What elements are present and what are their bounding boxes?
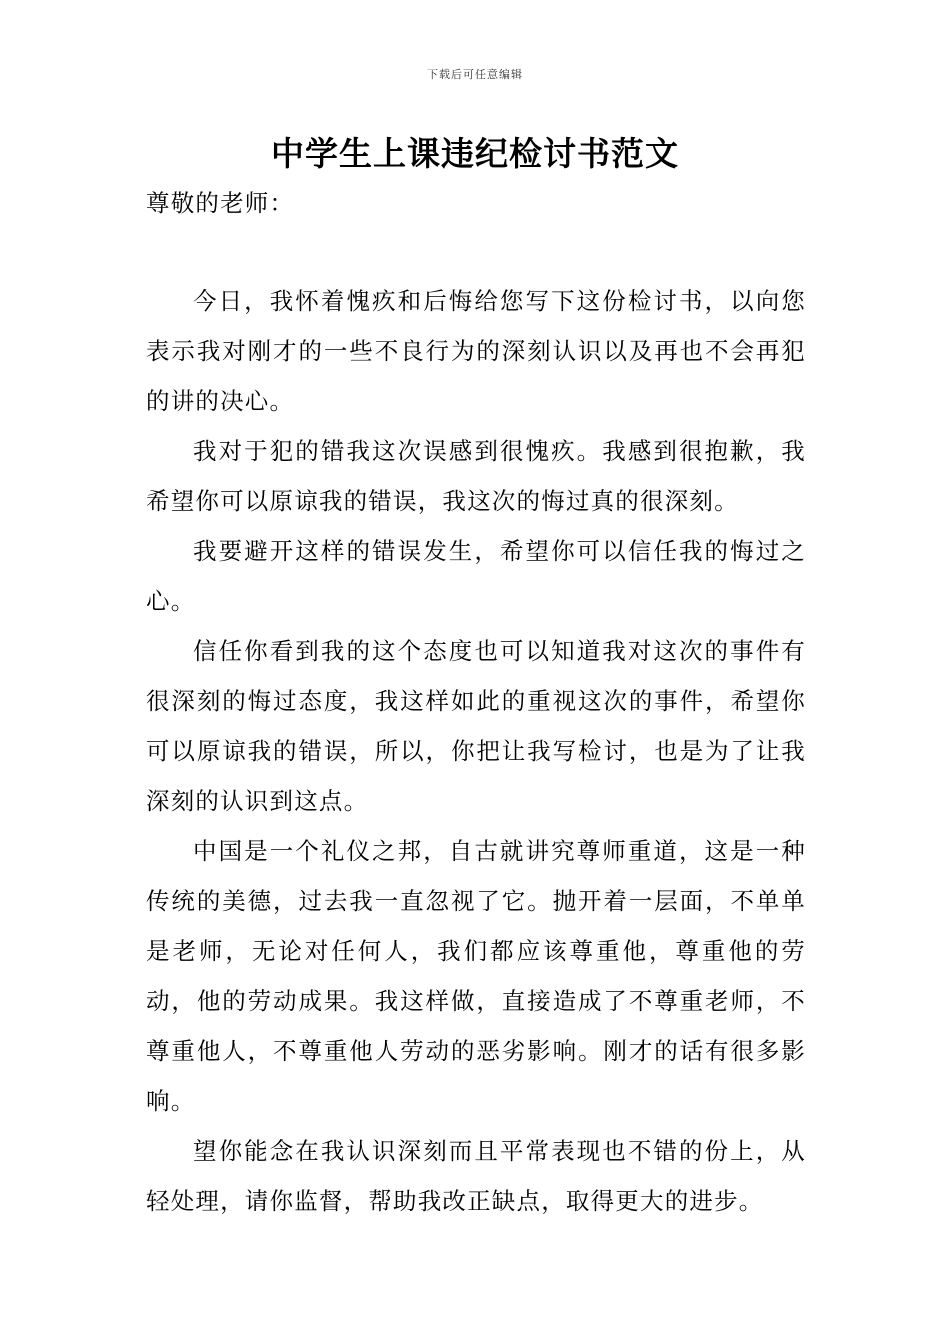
paragraph: 我对于犯的错我这次误感到很愧疚。我感到很抱歉，我希望你可以原谅我的错误，我这次的悔过真的很深刻。 xyxy=(146,437,806,515)
salutation: 尊敬的老师： xyxy=(146,189,295,217)
header-note: 下载后可任意编辑 xyxy=(427,68,523,81)
document-body xyxy=(146,276,806,1226)
paragraph: 望你能念在我认识深刻而且平常表现也不错的份上，从轻处理，请你监督，帮助我改正缺点，取得更大的进步。 xyxy=(146,1137,806,1215)
paragraph: 今日，我怀着愧疚和后悔给您写下这份检讨书，以向您表示我对刚才的一些不良行为的深刻认识以及再也不会再犯的讲的决心。 xyxy=(146,287,806,415)
paragraph: 信任你看到我的这个态度也可以知道我对这次的事件有很深刻的悔过态度，我这样如此的重视这次的事件，希望你可以原谅我的错误，所以，你把让我写检讨，也是为了让我深刻的认识到这点。 xyxy=(146,637,806,815)
paragraph: 中国是一个礼仪之邦，自古就讲究尊师重道，这是一种传统的美德，过去我一直忽视了它。抛开着一层面，不单单是老师，无论对任何人，我们都应该尊重他，尊重他的劳动，他的劳动成果。我这样做，直接造成了不尊重老师，不尊重他人，不尊重他人劳动的恶劣影响。刚才的话有很多影响。 xyxy=(146,837,806,1115)
paragraph: 我要避开这样的错误发生，希望你可以信任我的悔过之心。 xyxy=(146,537,806,615)
document-title: 中学生上课违纪检讨书范文 xyxy=(271,134,679,173)
